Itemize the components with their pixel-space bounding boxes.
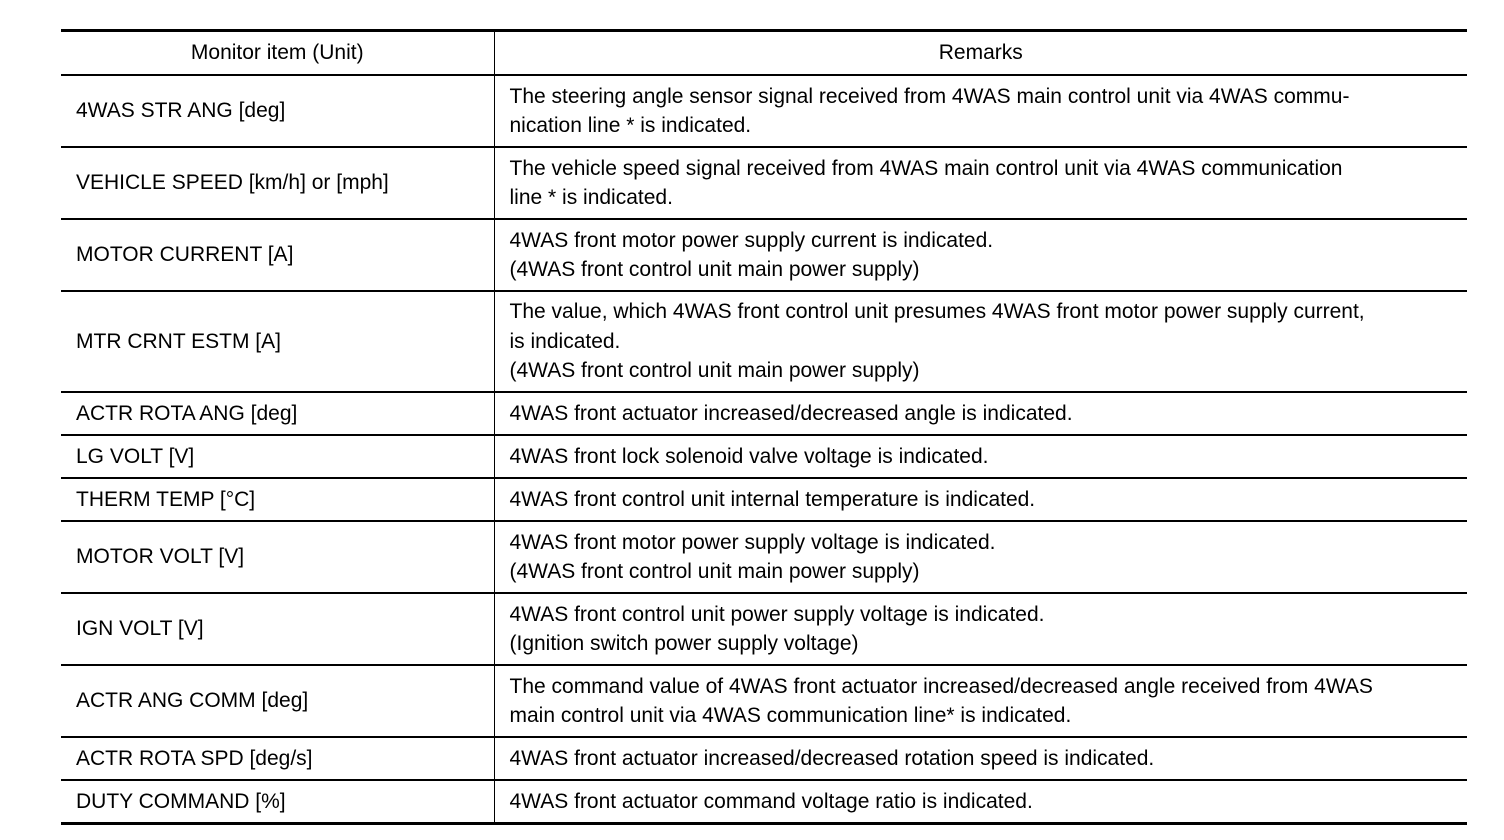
remarks-cell: 4WAS front motor power supply current is indicated. (4WAS front control unit main power supply) xyxy=(494,219,1467,291)
table-row xyxy=(61,478,1467,521)
remarks-cell: 4WAS front control unit power supply voltage is indicated. (Ignition switch power supply voltage) xyxy=(494,593,1467,665)
table-row xyxy=(61,147,1467,219)
monitor-item-table xyxy=(61,29,1467,825)
remarks-cell: 4WAS front motor power supply voltage is indicated. (4WAS front control unit main power supply) xyxy=(494,521,1467,593)
table-row xyxy=(61,521,1467,593)
monitor-item-cell: LG VOLT [V] xyxy=(61,435,494,478)
monitor-item-cell: 4WAS STR ANG [deg] xyxy=(61,75,494,147)
monitor-item-cell: IGN VOLT [V] xyxy=(61,593,494,665)
table-row xyxy=(61,75,1467,147)
monitor-item-cell: MTR CRNT ESTM [A] xyxy=(61,291,494,392)
table-header-row xyxy=(61,31,1467,76)
table-row xyxy=(61,435,1467,478)
remarks-cell: 4WAS front actuator increased/decreased angle is indicated. xyxy=(494,392,1467,435)
header-remarks: Remarks xyxy=(494,31,1467,76)
monitor-item-cell: THERM TEMP [°C] xyxy=(61,478,494,521)
monitor-item-cell: ACTR ROTA SPD [deg/s] xyxy=(61,737,494,780)
remarks-cell: The steering angle sensor signal received from 4WAS main control unit via 4WAS commu- nication line * is indicated. xyxy=(494,75,1467,147)
table-row xyxy=(61,665,1467,737)
table-row xyxy=(61,593,1467,665)
remarks-cell: The command value of 4WAS front actuator increased/decreased angle received from 4WAS main control unit via 4WAS communication line* is indicated. xyxy=(494,665,1467,737)
monitor-item-cell: ACTR ANG COMM [deg] xyxy=(61,665,494,737)
table-row xyxy=(61,780,1467,823)
monitor-item-cell: VEHICLE SPEED [km/h] or [mph] xyxy=(61,147,494,219)
monitor-item-cell: ACTR ROTA ANG [deg] xyxy=(61,392,494,435)
table-row xyxy=(61,392,1467,435)
remarks-cell: The value, which 4WAS front control unit presumes 4WAS front motor power supply current, is indicated. (4WAS front control unit main power supply) xyxy=(494,291,1467,392)
table-row xyxy=(61,291,1467,392)
remarks-cell: 4WAS front actuator command voltage ratio is indicated. xyxy=(494,780,1467,823)
table-body xyxy=(61,75,1467,823)
table-row xyxy=(61,219,1467,291)
remarks-cell: The vehicle speed signal received from 4WAS main control unit via 4WAS communication line * is indicated. xyxy=(494,147,1467,219)
monitor-item-cell: DUTY COMMAND [%] xyxy=(76,789,286,813)
remarks-cell: 4WAS front actuator increased/decreased rotation speed is indicated. xyxy=(494,737,1467,780)
header-monitor-item: Monitor item (Unit) xyxy=(61,31,494,76)
monitor-item-cell: MOTOR VOLT [V] xyxy=(61,521,494,593)
monitor-item-cell: MOTOR CURRENT [A] xyxy=(61,219,494,291)
remarks-cell: 4WAS front lock solenoid valve voltage is indicated. xyxy=(494,435,1467,478)
remarks-cell: 4WAS front control unit internal temperature is indicated. xyxy=(494,478,1467,521)
table-row xyxy=(61,737,1467,780)
